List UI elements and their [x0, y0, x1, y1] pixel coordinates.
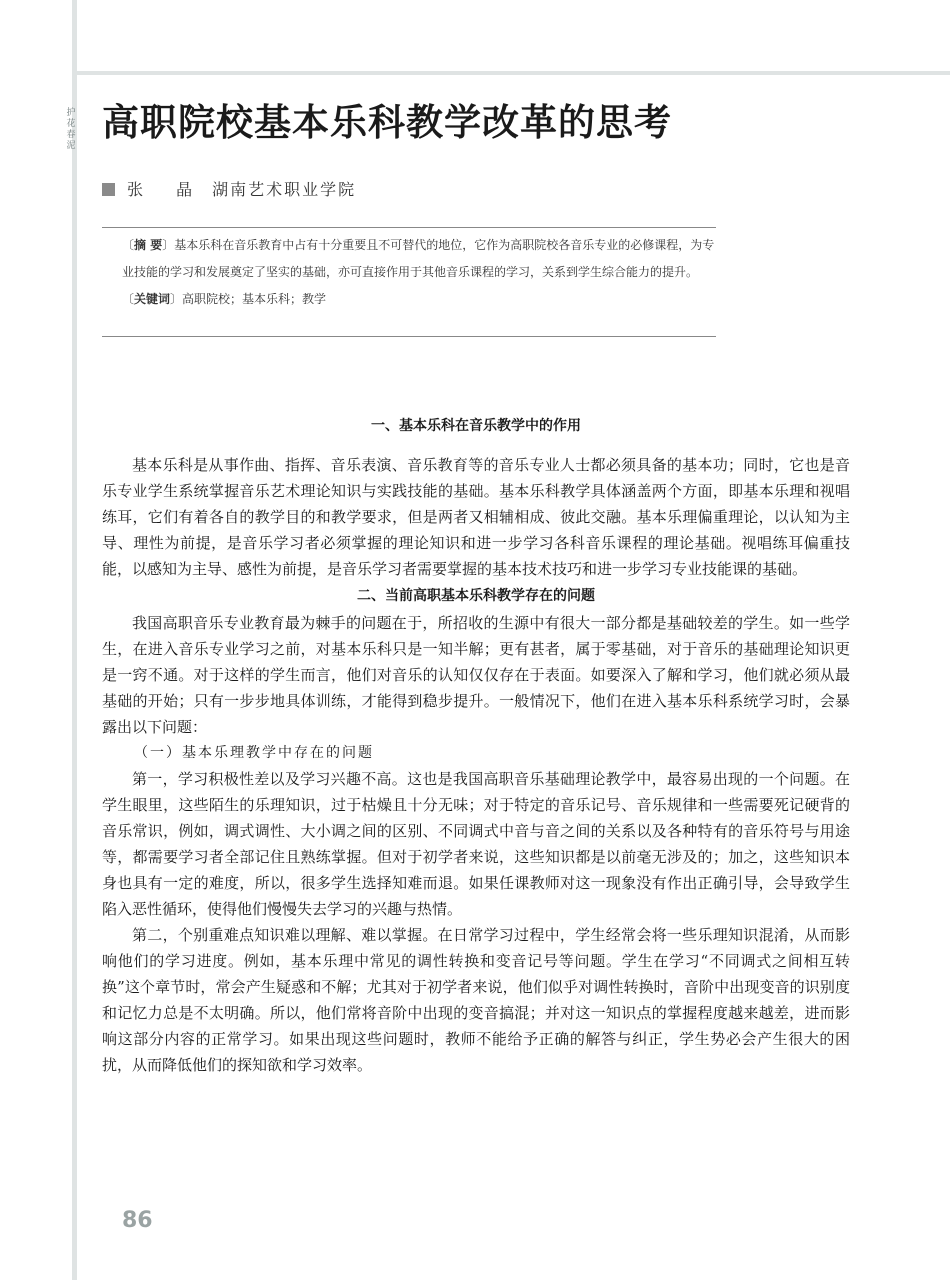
header-rule	[72, 71, 950, 75]
byline	[102, 177, 356, 200]
article-body	[102, 412, 850, 1078]
abstract: 〔摘 要〕基本乐科在音乐教育中占有十分重要且不可替代的地位，它作为高职院校各音乐专业的必修课程，为专业技能的学习和发展奠定了坚实的基础，亦可直接作用于其他音乐课程的学习，关系到学生综合能力的提升。	[122, 238, 715, 279]
paragraph: 第二，个别重难点知识难以理解、难以掌握。在日常学习过程中，学生经常会将一些乐理知识混淆，从而影响他们的学习进度。例如，基本乐理中常见的调性转换和变音记号等问题。学生在学习“不同调式之间相互转换”这个章节时，常会产生疑惑和不解；尤其对于初学者来说，他们似乎对调性转换时，音阶中出现变音的识别度和记忆力总是不太明确。所以，他们常将音阶中出现的变音搞混；并对这一知识点的掌握程度越来越差，进而影响这部分内容的正常学习。如果出现这些问题时，教师不能给予正确的解答与纠正，学生势必会产生很大的困扰，从而降低他们的探知欲和学习效率。	[102, 926, 850, 1074]
abstract-text: 基本乐科在音乐教育中占有十分重要且不可替代的地位，它作为高职院校各音乐专业的必修课程，为专业技能的学习和发展奠定了坚实的基础，亦可直接作用于其他音乐课程的学习，关系到学生综合能力的提升。	[122, 238, 715, 279]
square-bullet-icon	[102, 183, 115, 196]
author: 张 晶	[127, 180, 207, 199]
institution: 湖南艺术职业学院	[212, 180, 357, 199]
abstract-box	[102, 227, 716, 337]
section-heading: 二、当前高职基本乐科教学存在的问题	[357, 588, 595, 604]
paragraph: 我国高职音乐专业教育最为棘手的问题在于，所招收的生源中有很大一部分都是基础较差的学生。如一些学生，在进入音乐专业学习之前，对基本乐科只是一知半解；更有甚者，属于零基础，对于音乐的基础理论知识更是一窍不通。对于这样的学生而言，他们对音乐的认知仅仅存在于表面。如要深入了解和学习，他们就必须从最基础的开始；只有一步步地具体训练，才能得到稳步提升。一般情况下，他们在进入基本乐科系统学习时，会暴露出以下问题：	[102, 614, 850, 736]
paragraph: 基本乐科是从事作曲、指挥、音乐表演、音乐教育等的音乐专业人士都必须具备的基本功；同时，它也是音乐专业学生系统掌握音乐艺术理论知识与实践技能的基础。基本乐科教学具体涵盖两个方面，即基本乐理和视唱练耳，它们有着各自的教学目的和教学要求，但是两者又相辅相成、彼此交融。基本乐理偏重理论，以认知为主导、理性为前提，是音乐学习者必须掌握的理论知识和进一步学习各科音乐课程的理论基础。视唱练耳偏重技能，以感知为主导、感性为前提，是音乐学习者需要掌握的基本技术技巧和进一步学习专业技能课的基础。	[102, 456, 850, 578]
column-label: 护花春泥	[66, 108, 76, 151]
page-number: 86	[122, 1208, 153, 1233]
abstract-label: 摘 要	[134, 238, 163, 252]
keywords-text: 高职院校；基本乐科；教学	[182, 292, 327, 306]
section-heading: 一、基本乐科在音乐教学中的作用	[371, 418, 581, 434]
side-bar	[72, 0, 77, 1280]
article-title: 高职院校基本乐科教学改革的思考	[102, 100, 672, 144]
subsection-heading: （一）基本乐理教学中存在的问题	[134, 745, 374, 761]
paragraph: 第一，学习积极性差以及学习兴趣不高。这也是我国高职音乐基础理论教学中，最容易出现的一个问题。在学生眼里，这些陌生的乐理知识，过于枯燥且十分无味；对于特定的音乐记号、音乐规律和一些需要死记硬背的音乐常识，例如，调式调性、大小调之间的区别、不同调式中音与音之间的关系以及各种特有的音乐符号与用途等，都需要学习者全部记住且熟练掌握。但对于初学者来说，这些知识都是以前毫无涉及的；加之，这些知识本身也具有一定的难度，所以，很多学生选择知难而退。如果任课教师对这一现象没有作出正确引导，会导致学生陷入恶性循环，使得他们慢慢失去学习的兴趣与热情。	[102, 770, 850, 918]
keywords: 〔关键词〕高职院校；基本乐科；教学	[122, 292, 327, 306]
keywords-label: 关键词	[134, 292, 171, 306]
